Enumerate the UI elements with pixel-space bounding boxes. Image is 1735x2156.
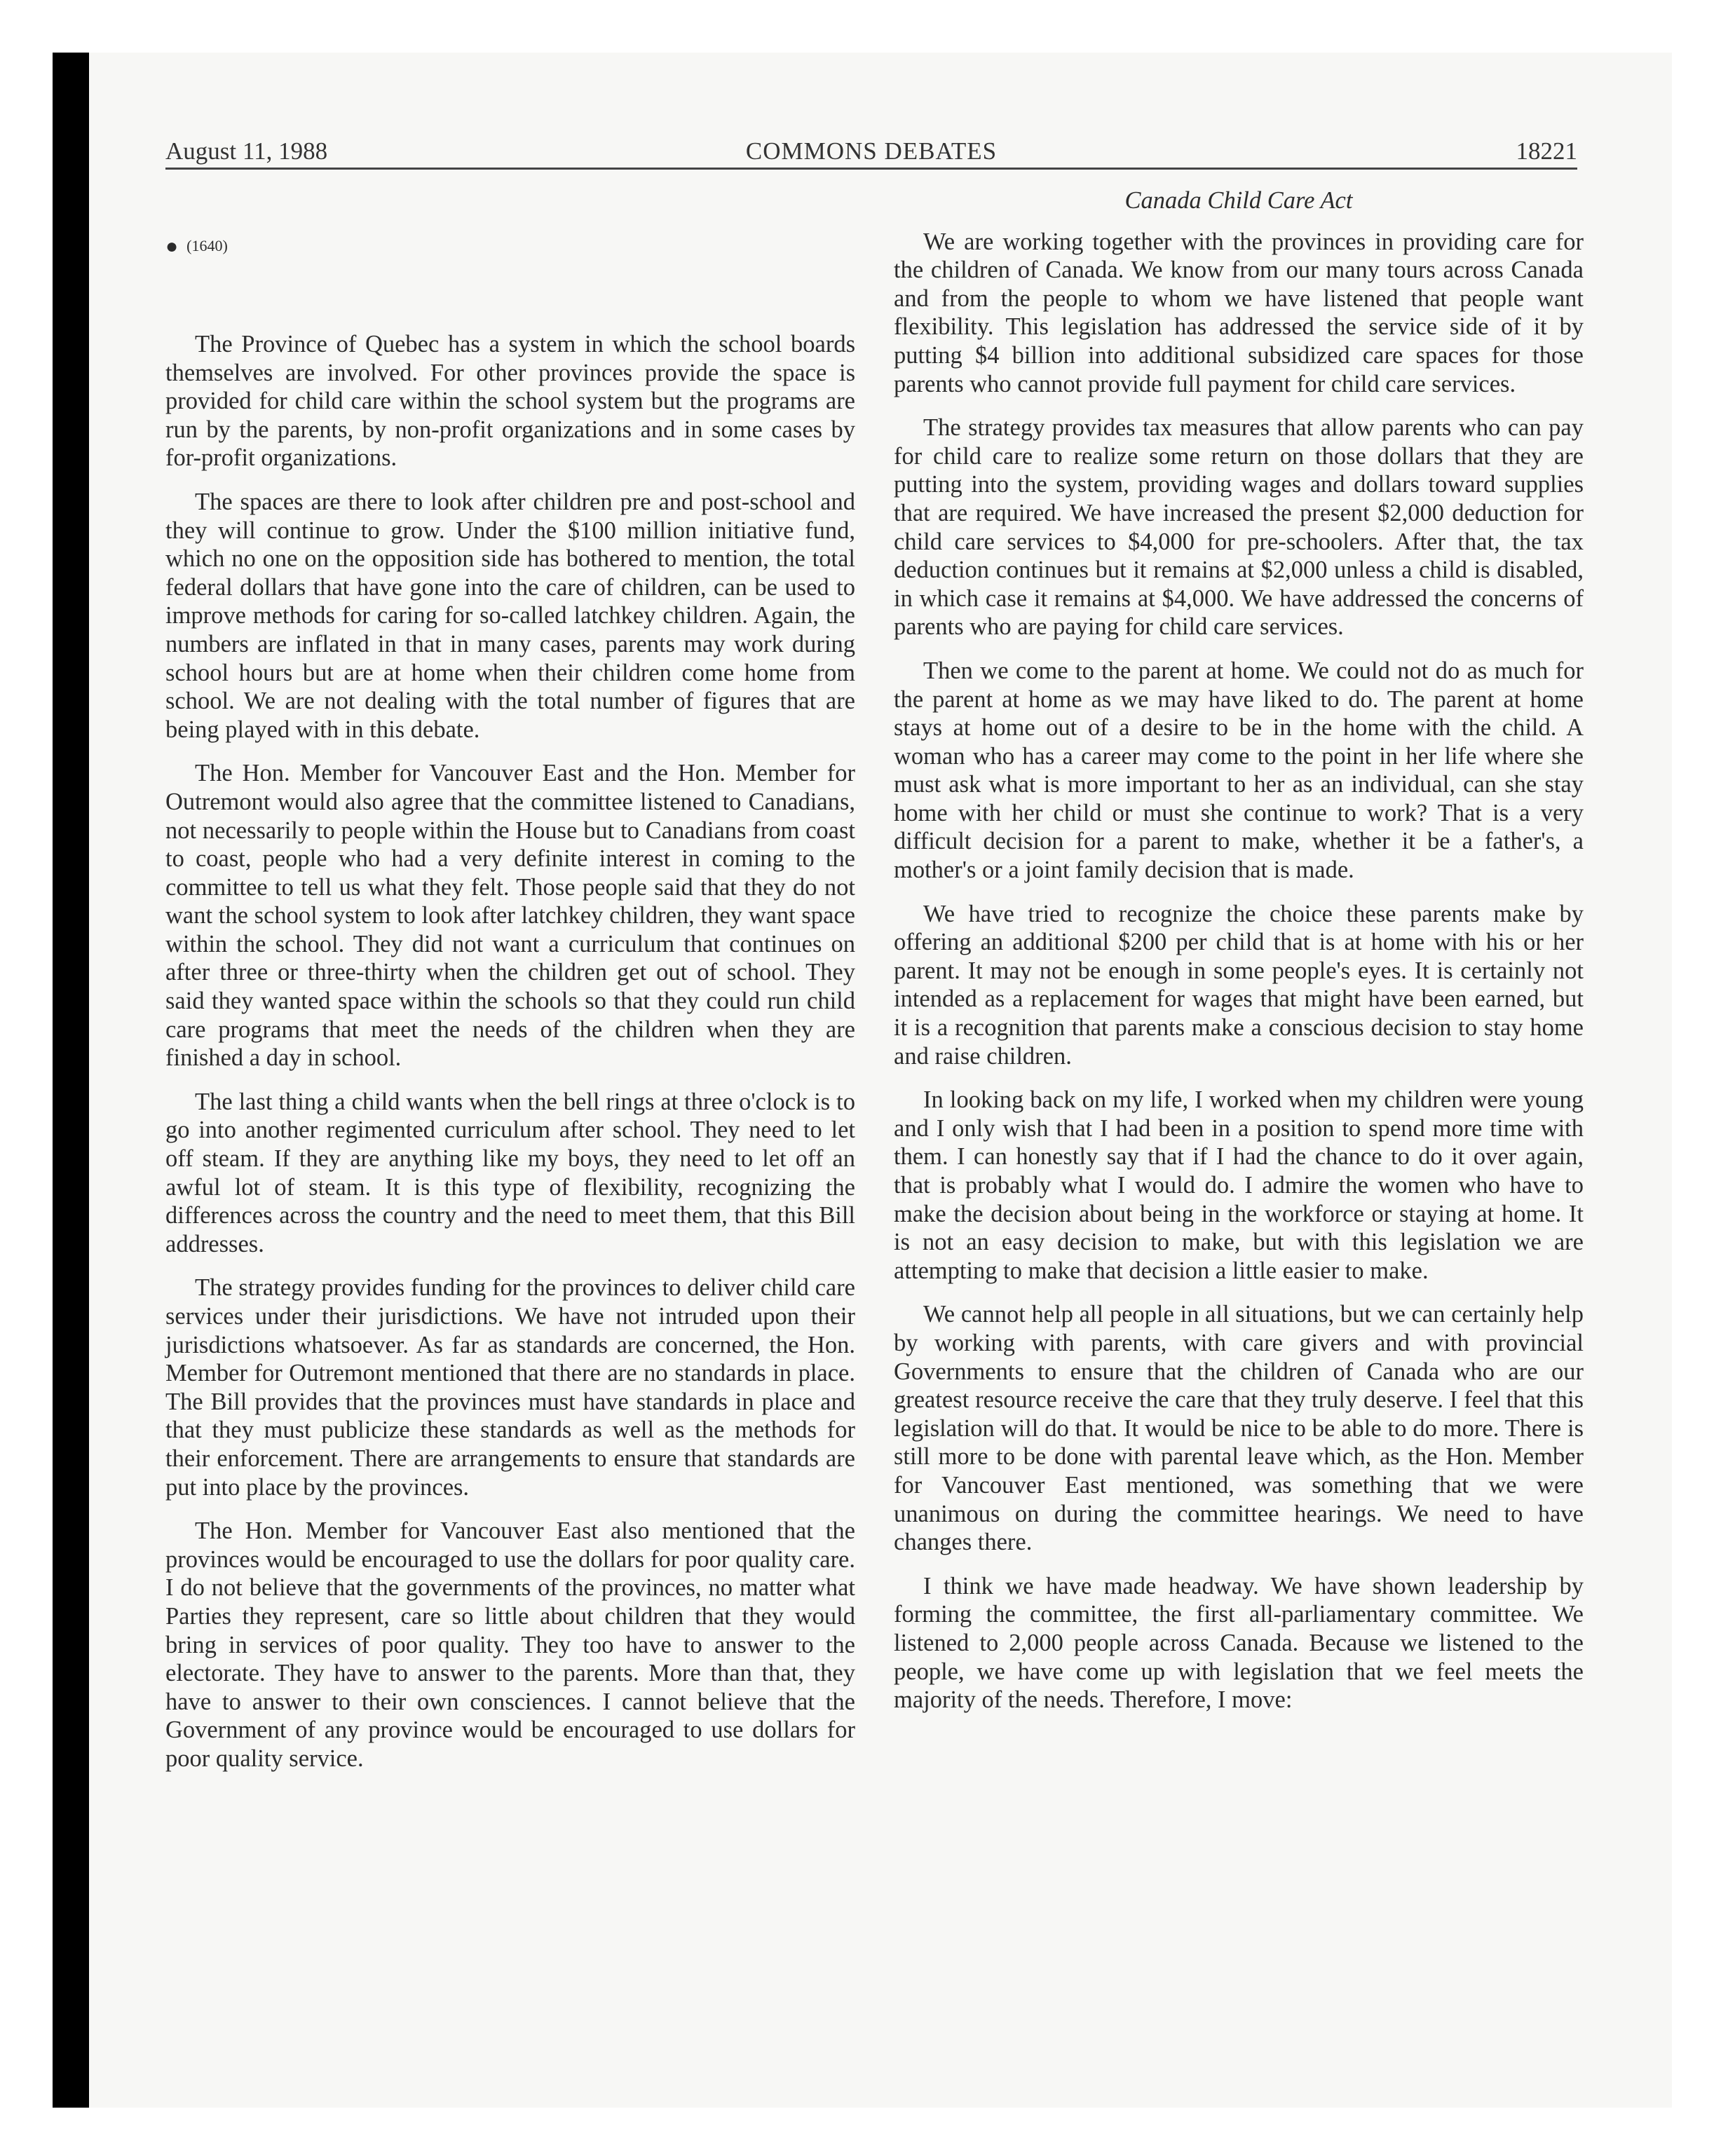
right-column xyxy=(894,184,1584,1730)
page-header xyxy=(165,133,1577,170)
left-paragraph: The last thing a child wants when the bell rings at three o'clock is to go into another regimented curriculum after school. They need to let off steam. If they are anything like my boys, they need to let off an awful lot of steam. It is this type of flexibility, recognizing the differences across the country and the need to meet them, that this Bill addresses. xyxy=(165,1088,855,1257)
left-paragraph: The Province of Quebec has a system in which the school boards themselves are involved. For other provinces provide the space is provided for child care within the school system but the programs are run by the parents, by non-profit organizations and in some cases by for-profit organizations. xyxy=(165,331,855,472)
right-paragraph: The strategy provides tax measures that allow parents who can pay for child care to realize some return on those dollars that they are putting into the system, providing wages and dollars toward supplies that are required. We have increased the present $2,000 deduction for child care services to $4,000 for pre-schoolers. After that, the tax deduction continues but it remains at $2,000 unless a child is disabled, in which case it remains at $4,000. We have addressed the concerns of parents who are paying for child care services. xyxy=(894,414,1584,641)
running-head: Canada Child Care Act xyxy=(1124,187,1353,214)
right-paragraph: We have tried to recognize the choice these parents make by offering an additional $200 per child that is at home with his or her parent. It may not be enough in some people's eyes. It is certainly not intended as a replacement for wages that might have been earned, but it is a recognition that parents make a conscious decision to stay home and raise children. xyxy=(894,900,1584,1070)
right-paragraph: We are working together with the provinces in providing care for the children of Canada. We know from our many tours across Canada and from the people to whom we have listened that people want flexibility. This legislation has addressed the service side of it by putting $4 billion into additional subsidized care spaces for those parents who cannot provide full payment for child care services. xyxy=(894,228,1584,397)
right-paragraph: Then we come to the parent at home. We could not do as much for the parent at home as we may have liked to do. The parent at home stays at home out of a desire to be in the home with the child. A woman who has a career may come to the point in her life where she must ask what is more important to her as an individual, can she stay home with her child or must she continue to work? That is a very difficult decision for a parent to make, whether it be a father's, a mother's or a joint family decision that is made. xyxy=(894,657,1584,884)
time-marker-time: (1640) xyxy=(186,237,228,254)
scan-binding-edge xyxy=(53,53,89,2108)
right-paragraph: I think we have made headway. We have shown leadership by forming the committee, the first all-parliamentary committee. We listened to 2,000 people across Canada. Because we listened to the people, we have come up with legislation that we feel meets the majority of the needs. Therefore, I move: xyxy=(894,1572,1584,1714)
right-paragraph: We cannot help all people in all situations, but we can certainly help by working with parents, with care givers and with provincial Governments to ensure that the children of Canada who are our greatest resource receive the care that they truly deserve. I feel that this legislation will do that. It would be nice to be able to do more. There is still more to be done with parental leave which, as the Hon. Member for Vancouver East mentioned, was something that we were unanimous on during the committee hearings. We need to have changes there. xyxy=(894,1301,1584,1556)
header-rule xyxy=(165,168,1577,170)
left-paragraph: The Hon. Member for Vancouver East also mentioned that the provinces would be encouraged to use the dollars for poor quality care. I do not believe that the governments of the provinces, no matter what Parties they represent, care so little about children that they would bring in services of poor quality. They too have to answer to the electorate. They have to answer to the parents. More than that, they have to answer to their own consciences. I cannot believe that the Government of any province would be encouraged to use dollars for poor quality service. xyxy=(165,1517,855,1772)
time-marker xyxy=(165,237,855,256)
header-page-number: 18221 xyxy=(1516,137,1577,165)
right-paragraph: In looking back on my life, I worked when my children were young and I only wish that I had been in a position to spend more time with them. I can honestly say that if I had the chance to do it over again, that is probably what I would do. I admire the women who have to make the decision about being in the workforce or staying at home. It is not an easy decision to make, but with this legislation we are attempting to make that decision a little easier to make. xyxy=(894,1086,1584,1284)
left-column xyxy=(165,184,855,1789)
left-paragraph: The Hon. Member for Vancouver East and the Hon. Member for Outremont would also agree that the committee listened to Canadians, not necessarily to people within the House but to Canadians from coast to coast, people who had a very definite interest in coming to the committee to tell us what they felt. Those people said that they do not want the school system to look after latchkey children, they want space within the school. They did not want a curriculum that continues on after three or three-thirty when the children get out of school. They said they wanted space within the schools so that they could run child care programs that meet the needs of the children when they are finished a day in school. xyxy=(165,760,855,1072)
time-marker-bullet: ● xyxy=(165,235,179,258)
header-publication-title: COMMONS DEBATES xyxy=(745,137,998,165)
left-paragraph: The spaces are there to look after children pre and post-school and they will continue to grow. Under the $100 million initiative fund, which no one on the opposition side has bothered to mention, the total federal dollars that have gone into the care of children, can be used to improve methods for caring for so-called latchkey children. Again, the numbers are inflated in that in many cases, parents may work during school hours but are at home when their children come home from school. We are not dealing with the total number of figures that are being played with in this debate. xyxy=(165,488,855,743)
header-date: August 11, 1988 xyxy=(165,137,328,165)
left-paragraph: The strategy provides funding for the provinces to deliver child care services under their jurisdictions. We have not intruded upon their jurisdictions whatsoever. As far as standards are concerned, the Hon. Member for Outremont mentioned that there are no standards in place. The Bill provides that the provinces must have standards in place and that they must publicize these standards as well as the methods for their enforcement. There are arrangements to ensure that standards are put into place by the provinces. xyxy=(165,1274,855,1501)
